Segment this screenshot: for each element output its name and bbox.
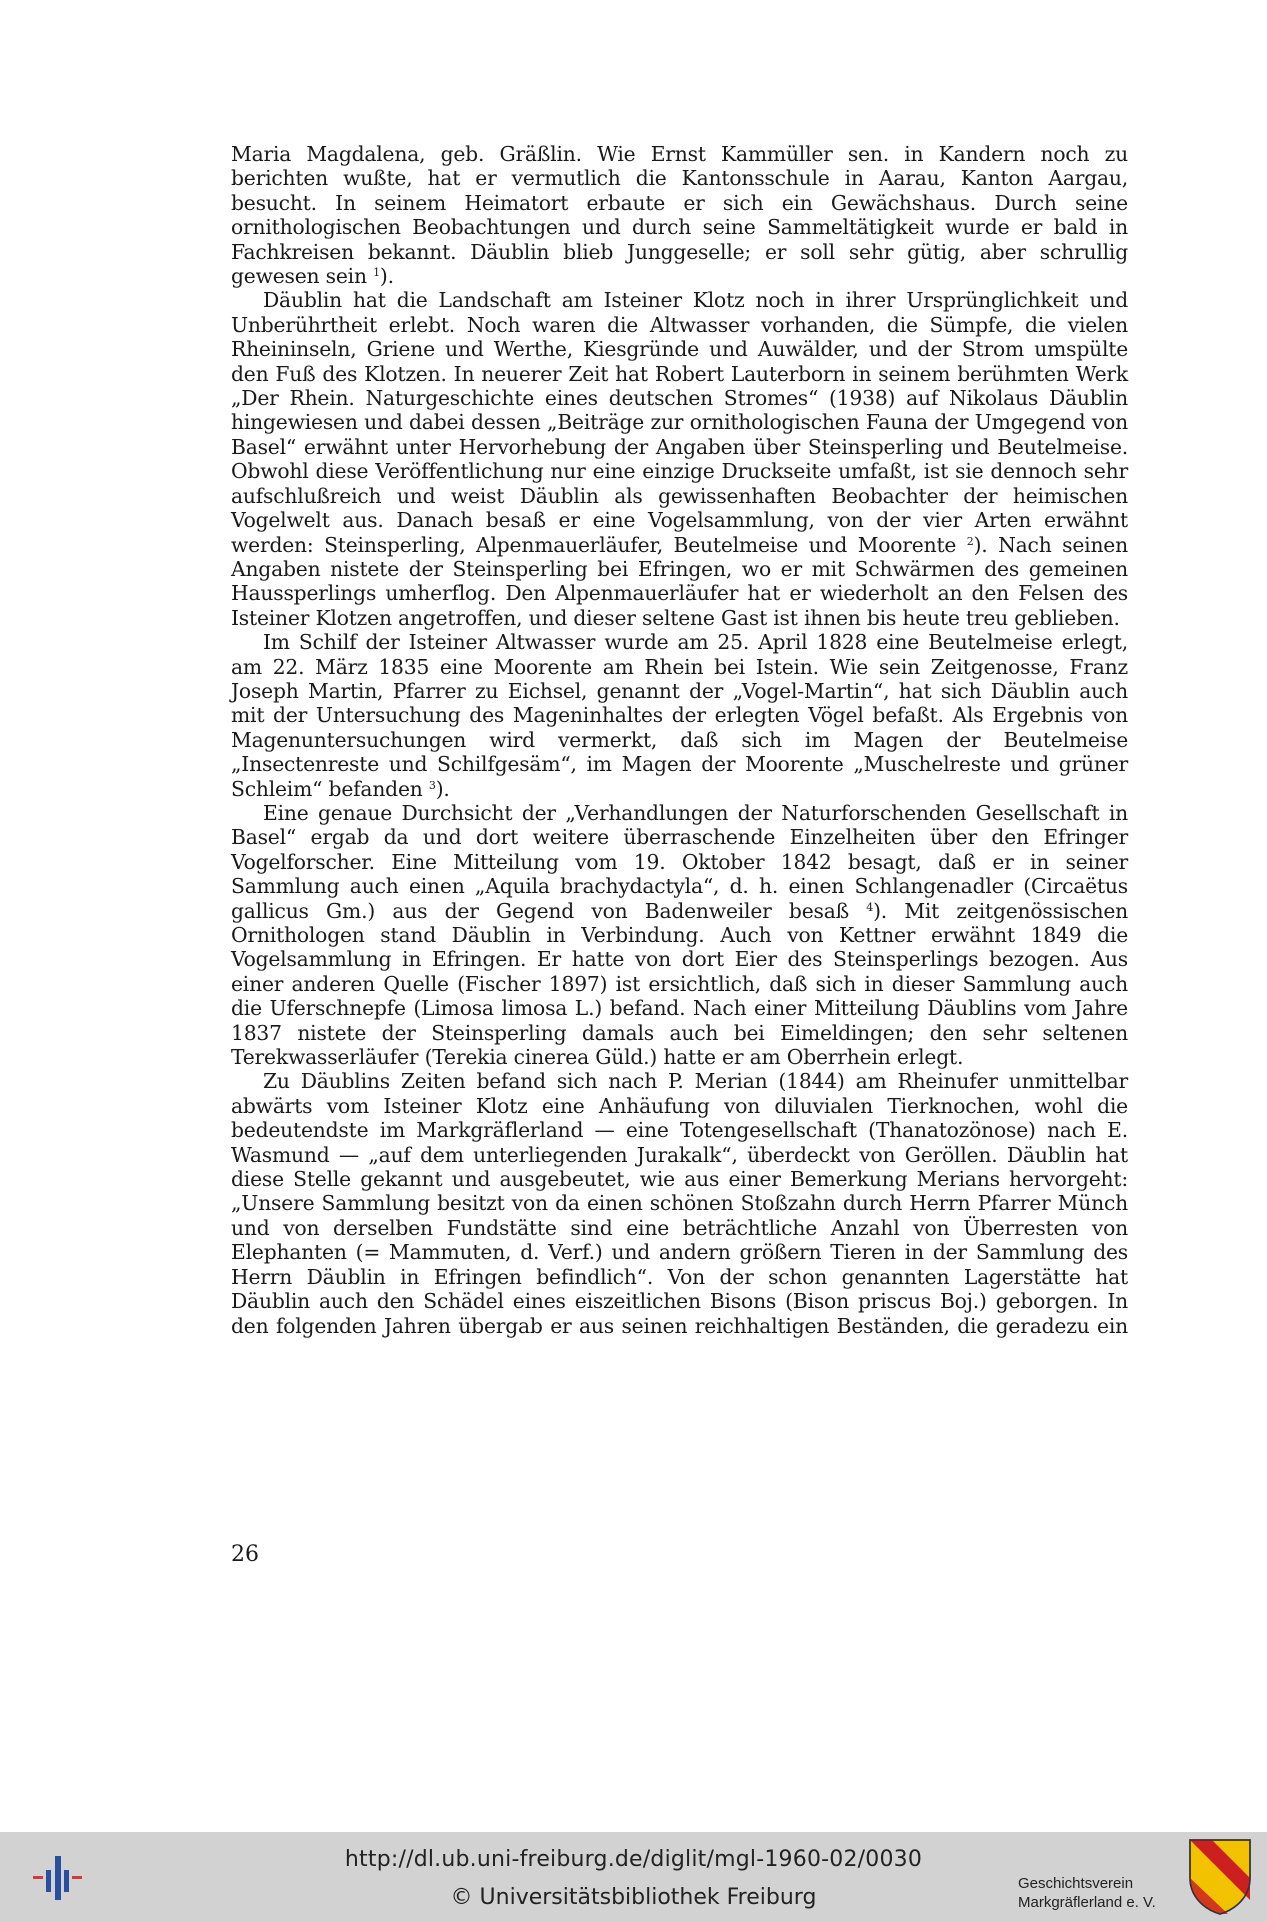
coat-of-arms-icon — [1188, 1838, 1252, 1916]
paragraph-text: Eine genaue Durchsicht der „Verhandlungen der Naturforschenden Gesellschaft in Basel“ ergab da und dort weitere überraschende Einzelheiten über den Efringer Vogelforscher. Eine Mitteilung vom 19. Oktober 1842 besagt, daß er in seiner Sammlung auch einen „Aquila brachydactyla“, d. h. einen Schlangenadler (Circaëtus gallicus Gm.) aus der Gegend von Badenweiler besaß — [231, 800, 1128, 923]
page-number: 26 — [231, 1542, 259, 1567]
paragraph — [231, 801, 1128, 1069]
footnote-ref: 3 — [428, 778, 436, 792]
paragraph — [231, 288, 1128, 630]
footnote-ref: 4 — [866, 900, 874, 914]
footnote-ref: 1 — [373, 266, 380, 280]
paragraph-text: Im Schilf der Isteiner Altwasser wurde am 25. April 1828 eine Beutelmeise erlegt, am 22. März 1835 eine Moorente am Rhein bei Istein. Wie sein Zeitgenosse, Franz Joseph Martin, Pfarrer zu Eichsel, genannt der „Vogel-Martin“, hat sich Däublin auch mit der Untersuchung des Mageninhaltes der erlegten Vögel befaßt. Als Ergebnis von Magenuntersuchungen wird vermerkt, daß sich im Magen der Beutelmeise „Insectenreste und Schilfgesäm“, im Magen der Moorente „Muschelreste und grüner Schleim“ befanden — [231, 630, 1128, 801]
paragraph — [231, 630, 1128, 801]
society-name — [1018, 1874, 1156, 1912]
footnote-ref: 2 — [966, 534, 974, 548]
paragraph-text: Däublin hat die Landschaft am Isteiner Klotz noch in ihrer Ursprünglichkeit und Unberührtheit erlebt. Noch waren die Altwasser vorhanden, die Sümpfe, die vielen Rheininseln, Griene und Werthe, Kiesgründe und Auwälder, und der Strom umspülte den Fuß des Klotzen. In neuerer Zeit hat Robert Lauterborn in seinem berühmten Werk „Der Rhein. Naturgeschichte eines deutschen Stromes“ (1938) auf Nikolaus Däublin hingewiesen und dabei dessen „Beiträge zur ornithologischen Fauna der Umgegend von Basel“ erwähnt unter Hervorhebung der Angaben über Steinsperling und Beutelmeise. Obwohl diese Veröffentlichung nur eine einzige Druckseite umfaßt, ist sie dennoch sehr aufschlußreich und weist Däublin als gewissenhaften Beobachter der heimischen Vogelwelt aus. Danach besaß er eine Vogelsammlung, von der vier Arten erwähnt werden: Steinsperling, Alpenmauerläufer, Beutelmeise und Moorente — [231, 288, 1128, 557]
paragraph-text: ). — [379, 264, 394, 289]
paragraph-text: ). Nach seinen Angaben nistete der Steinsperling bei Efringen, wo er mit Schwärmen des gemeinen Haussperlings umherflog. Den Alpenmauerläufer hat er wiederholt an den Felsen des Isteiner Klotzen angetroffen, und dieser seltene Gast ist ihnen bis heute treu geblieben. — [231, 532, 1128, 630]
paragraph — [231, 142, 1128, 288]
society-name-line: Geschichtsverein — [1018, 1875, 1134, 1892]
paragraph-text: Maria Magdalena, geb. Gräßlin. Wie Ernst Kammüller sen. in Kandern noch zu berichten wußte, hat er vermutlich die Kantonsschule in Aarau, Kanton Aargau, besucht. In seinem Heimatort erbaute er sich ein Gewächshaus. Durch seine ornithologischen Beobachtungen und durch seine Sammeltätigkeit wurde er bald in Fachkreisen bekannt. Däublin blieb Junggeselle; er soll sehr gütig, aber schrullig gewesen sein — [231, 142, 1128, 289]
society-name-line: Markgräflerland e. V. — [1018, 1894, 1156, 1911]
paragraph-text: ). Mit zeitgenössischen Ornithologen stand Däublin in Verbindung. Auch von Kettner erwähnt 1849 die Vogelsammlung in Efringen. Er hatte von dort Eier des Steinsperlings bezogen. Aus einer anderen Quelle (Fischer 1897) ist ersichtlich, daß sich in dieser Sammlung auch die Uferschnepfe (Limosa limosa L.) befand. Nach einer Mitteilung Däublins vom Jahre 1837 nistete der Steinsperling damals auch bei Eimeldingen; den sehr seltenen Terekwasserläufer (Terekia cinerea Güld.) hatte er am Oberrhein erlegt. — [231, 898, 1128, 1070]
paragraph — [231, 1069, 1128, 1337]
paragraph-text: Zu Däublins Zeiten befand sich nach P. Merian (1844) am Rheinufer unmittelbar abwärts vom Isteiner Klotz eine Anhäufung von diluvialen Tierknochen, wohl die bedeutendste im Markgräflerland — eine Totengesellschaft (Thanatozönose) nach E. Wasmund — „auf dem unterliegenden Jurakalk“, überdeckt von Geröllen. Däublin hat diese Stelle gekannt und ausgebeutet, wie aus einer Bemerkung Merians hervorgeht: „Unsere Sammlung besitzt von da einen schönen Stoßzahn durch Herrn Pfarrer Münch und von derselben Fundstätte sind eine beträchtliche Anzahl von Überresten von Elephanten (= Mammuten, d. Verf.) und andern größern Tieren in der Sammlung des Herrn Däublin in Efringen befindlich“. Von der schon genannten Lagerstätte hat Däublin auch den Schädel eines eiszeitlichen Bisons (Bison priscus Boj.) geborgen. In den folgenden Jahren übergab er aus seinen reichhaltigen Beständen, die geradezu ein — [231, 1069, 1128, 1338]
source-url-link[interactable]: http://dl.ub.uni-freiburg.de/diglit/mgl-1960-02/0030 — [344, 1847, 923, 1872]
copyright-text: © Universitätsbibliothek Freiburg — [450, 1885, 817, 1910]
document-body — [231, 142, 1128, 1338]
footer-bar — [0, 1832, 1267, 1922]
paragraph-text: ). — [435, 776, 450, 801]
